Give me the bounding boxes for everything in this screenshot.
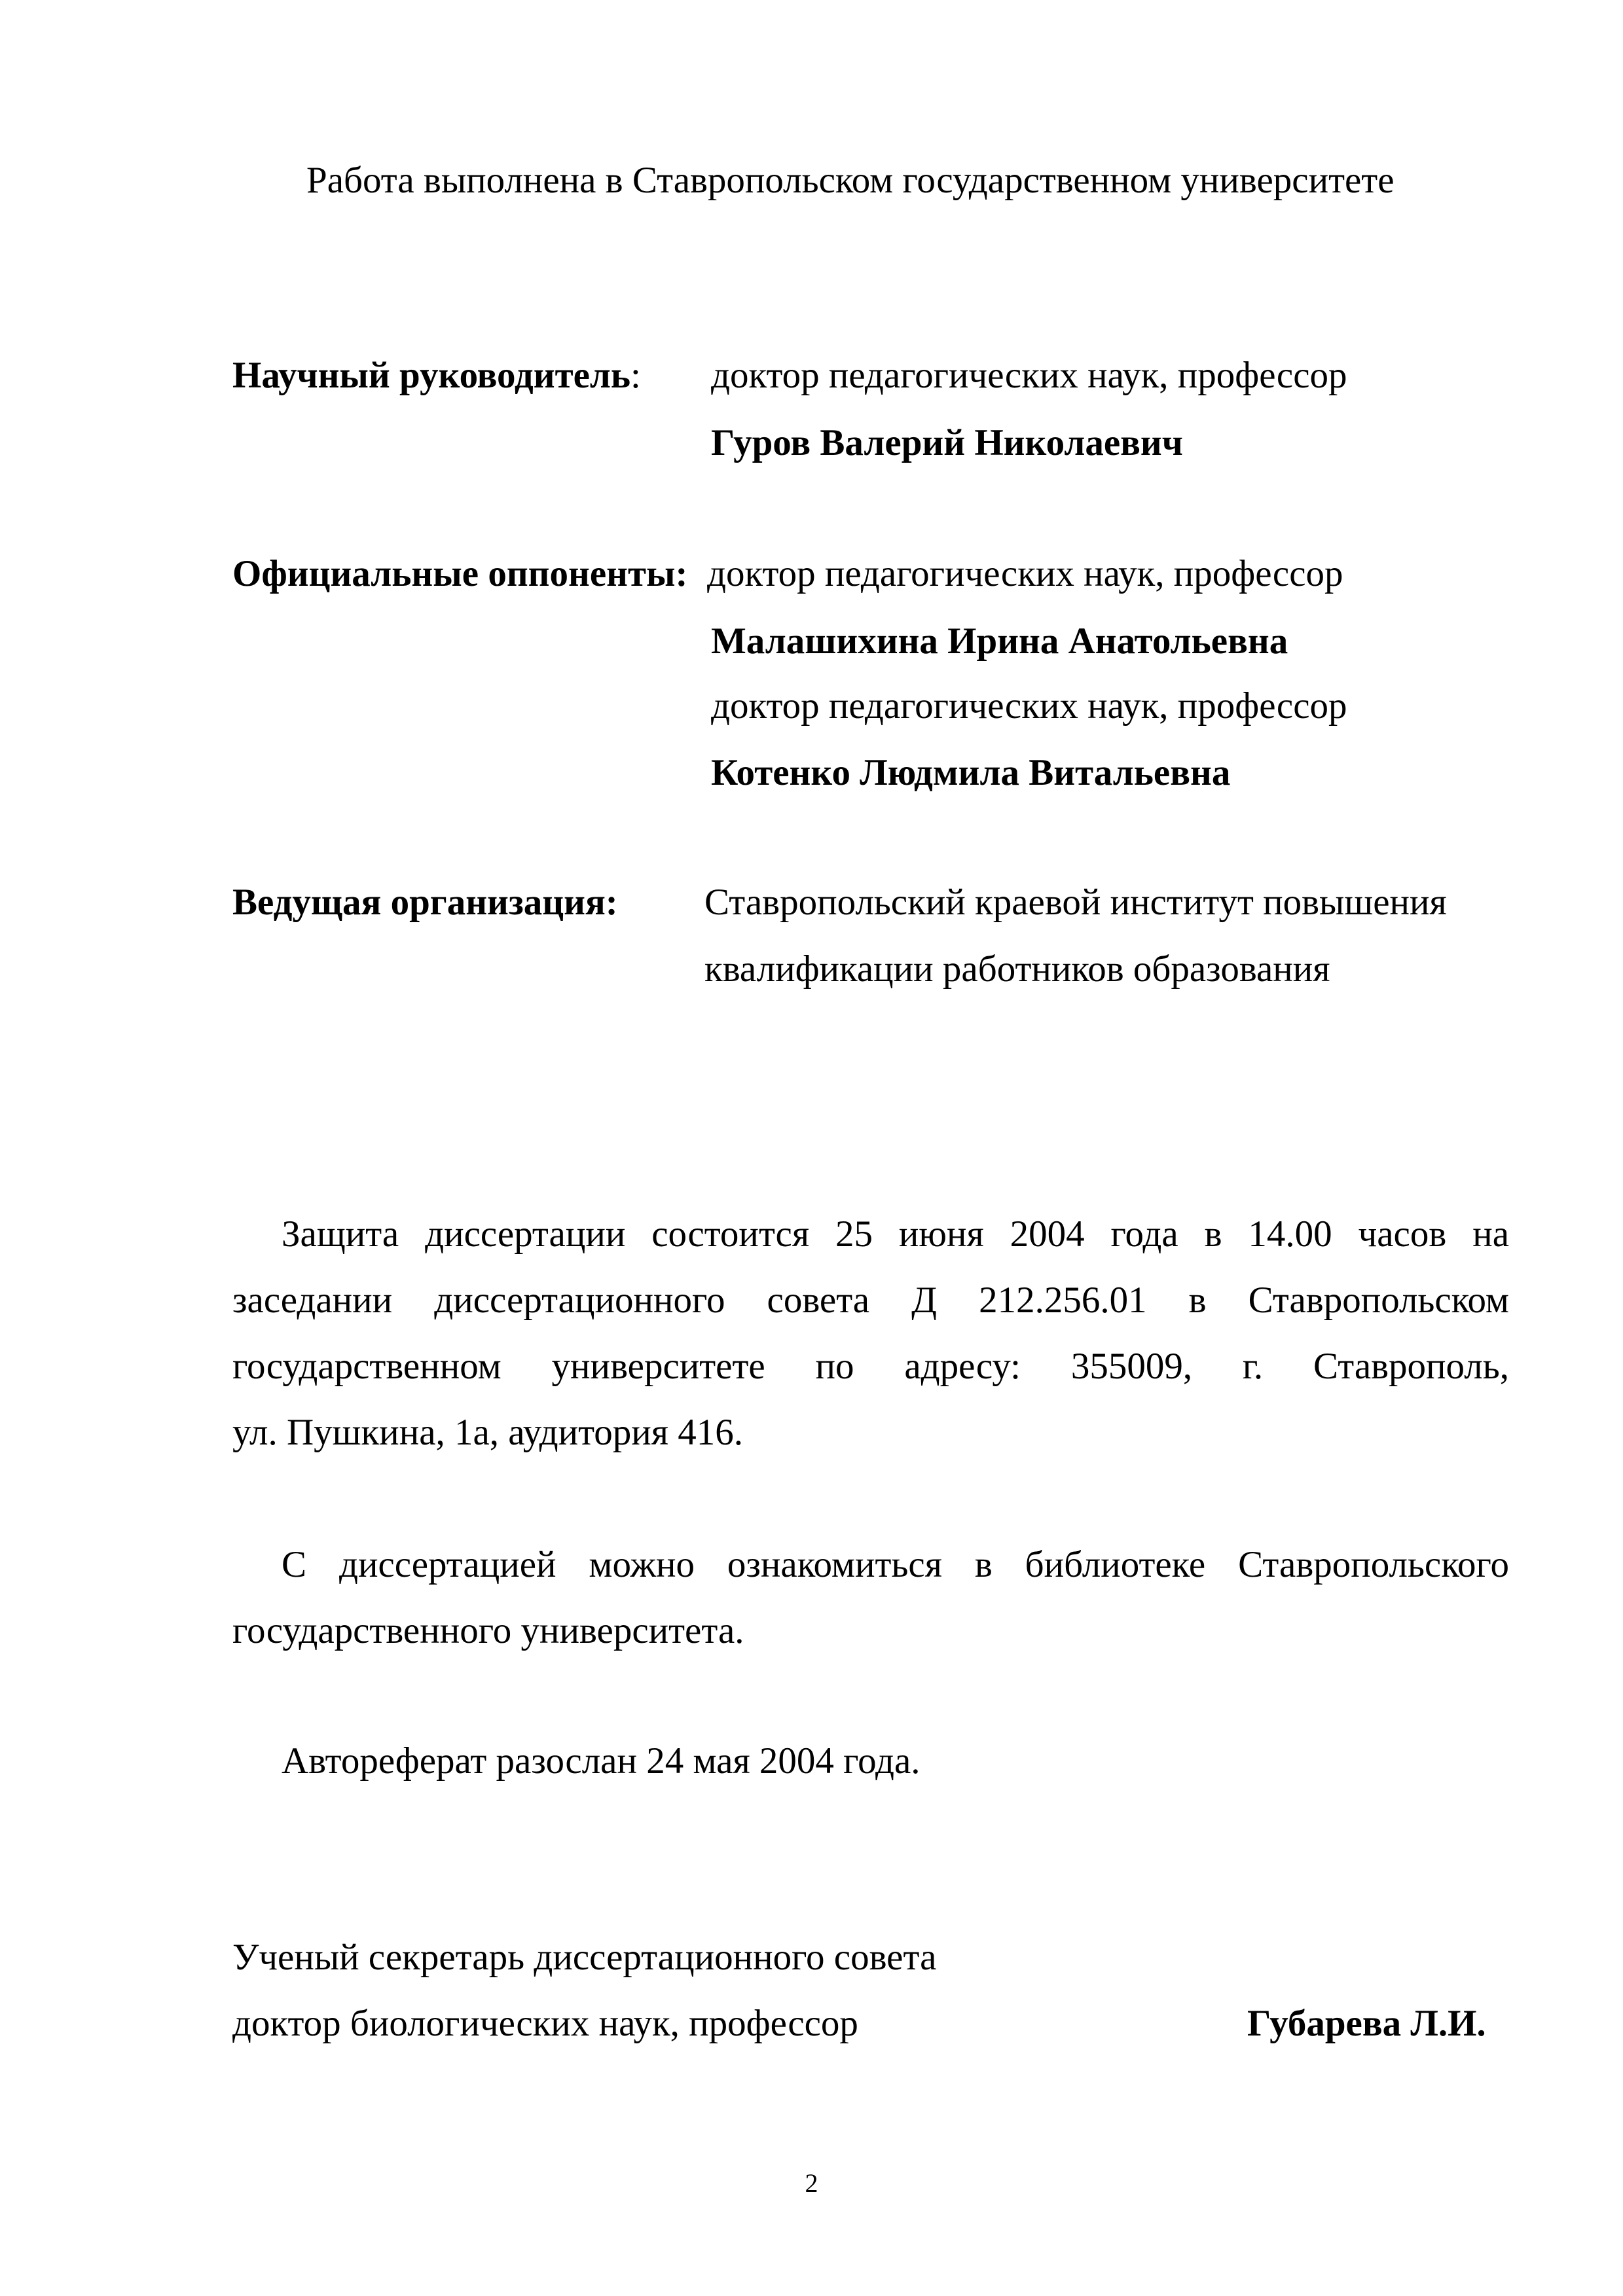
secretary-title: Ученый секретарь диссертационного совета [232, 1937, 937, 1978]
supervisor-name: Гуров Валерий Николаевич [711, 422, 1183, 463]
lead-org-line-1: Ставропольский краевой институт повышения [704, 882, 1447, 923]
secretary-name: Губарева Л.И. [1247, 2003, 1486, 2044]
library-line-1: С диссертацией можно ознакомиться в библиотеке Ставропольского [282, 1544, 1509, 1585]
opponent-1-degree: доктор педагогических наук, профессор [707, 553, 1343, 594]
lead-org-label: Ведущая организация: [232, 882, 618, 923]
institution-line: Работа выполнена в Ставропольском государственном университете [306, 160, 1395, 201]
supervisor-degree: доктор педагогических наук, профессор [711, 355, 1347, 396]
defense-line-4: ул. Пушкина, 1а, аудитория 416. [232, 1412, 743, 1453]
supervisor-label [232, 357, 641, 394]
supervisor-label-colon: : [630, 355, 641, 396]
lead-org-line-2: квалификации работников образования [704, 948, 1330, 990]
opponent-1-name: Малашихина Ирина Анатольевна [711, 620, 1288, 662]
library-line-2: государственного университета. [232, 1610, 744, 1651]
secretary-degree: доктор биологических наук, профессор [232, 2003, 858, 2044]
opponent-2-degree: доктор педагогических наук, профессор [711, 685, 1347, 726]
defense-line-1: Защита диссертации состоится 25 июня 2004 года в 14.00 часов на [282, 1213, 1509, 1255]
opponents-label: Официальные оппоненты: [232, 553, 688, 594]
abstract-sent-line: Автореферат разослан 24 мая 2004 года. [282, 1740, 921, 1782]
defense-line-3: государственном университете по адресу: 355009, г. Ставрополь, [232, 1346, 1509, 1387]
supervisor-label-text: Научный руководитель [232, 355, 630, 396]
defense-line-2: заседании диссертационного совета Д 212.256.01 в Ставропольском [232, 1280, 1509, 1321]
page-number: 2 [805, 2168, 818, 2198]
opponent-2-name: Котенко Людмила Витальевна [711, 752, 1231, 793]
